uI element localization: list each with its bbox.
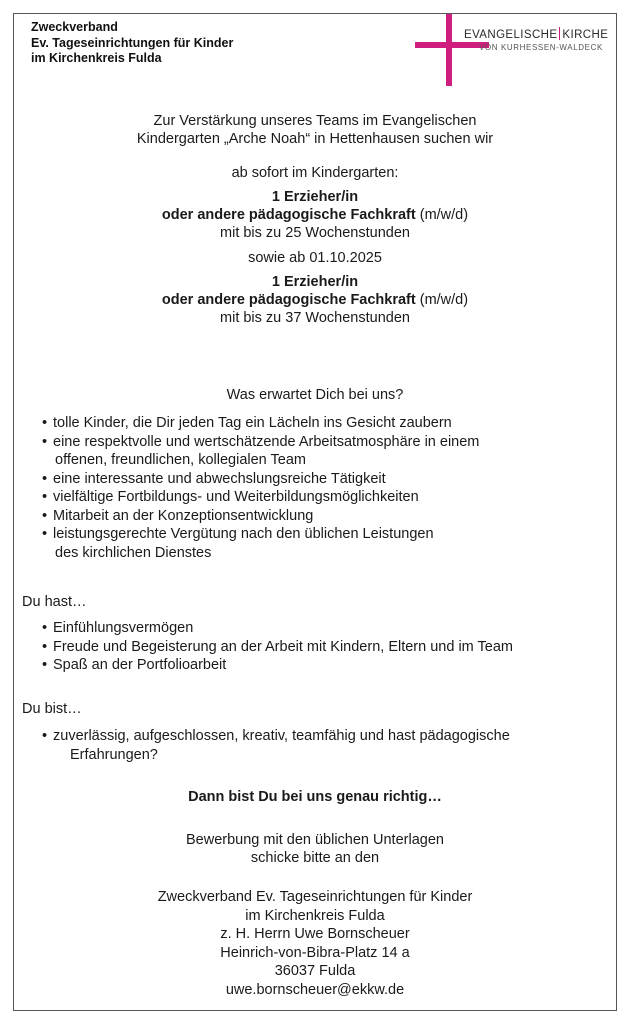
list-item: • Freude und Begeisterung an der Arbeit mit Kindern, Eltern und im Team (42, 638, 513, 657)
contact-address (13, 888, 617, 999)
list-item: • eine interessante und abwechslungsreiche Tätigkeit (42, 470, 479, 489)
have-list (42, 619, 513, 675)
second-start: sowie ab 01.10.2025 (248, 250, 382, 266)
are-heading: Du bist… (22, 701, 82, 717)
list-item: • vielfältige Fortbildungs- und Weiterbildungsmöglichkeiten (42, 488, 479, 507)
apply-line-2: schicke bitte an den (250, 850, 380, 866)
header-line-1: Zweckverband (31, 20, 118, 34)
address-line-4: Heinrich-von-Bibra-Platz 14 a (220, 944, 410, 961)
are-list (42, 727, 510, 764)
list-item: • Einfühlungsvermögen (42, 619, 513, 638)
logo-brand-left: EVANGELISCHE (464, 29, 558, 41)
list-item: • Spaß an der Portfolioarbeit (42, 656, 513, 675)
position-1-hours: mit bis zu 25 Wochenstunden (220, 225, 410, 241)
position-2-gender: (m/w/d) (419, 292, 469, 308)
address-line-3: z. H. Herrn Uwe Bornscheuer (220, 926, 410, 942)
position-1-alt: oder andere pädagogische Fachkraft (161, 207, 416, 223)
church-logo (415, 14, 615, 89)
list-item: • zuverlässig, aufgeschlossen, kreativ, teamfähig und hast pädagogische (42, 727, 510, 746)
intro-text (13, 112, 617, 148)
cross-icon (446, 14, 452, 86)
intro-line-1: Zur Verstärkung unseres Teams im Evangelischen (153, 113, 477, 129)
logo-brand-right: KIRCHE (562, 29, 609, 41)
intro-line-2: Kindergarten „Arche Noah“ in Hettenhausen suchen wir (136, 131, 494, 147)
list-item: • leistungsgerechte Vergütung nach den üblichen Leistungen (42, 525, 479, 544)
position-2 (13, 273, 617, 327)
apply-line-1: Bewerbung mit den üblichen Unterlagen (186, 832, 444, 848)
address-line-1: Zweckverband Ev. Tageseinrichtungen für Kinder (157, 889, 473, 905)
header-line-2: Ev. Tageseinrichtungen für Kinder (31, 35, 234, 50)
list-item: • Mitarbeit an der Konzeptionsentwicklung (42, 507, 479, 526)
offer-list (42, 414, 479, 562)
have-heading: Du hast… (22, 594, 87, 610)
list-item-continuation: Erfahrungen? (70, 746, 158, 763)
position-2-title: 1 Erzieher/in (271, 274, 359, 290)
address-line-5: 36037 Fulda (274, 963, 356, 979)
position-2-hours: mit bis zu 37 Wochenstunden (220, 310, 410, 326)
intro-line-3: ab sofort im Kindergarten: (231, 165, 399, 181)
logo-subtitle: VON KURHESSEN-WALDECK (479, 43, 603, 52)
position-1-title: 1 Erzieher/in (271, 189, 359, 205)
contact-email[interactable]: uwe.bornscheuer@ekkw.de (225, 981, 405, 998)
header-line-3: im Kirchenkreis Fulda (31, 51, 162, 65)
position-2-alt: oder andere pädagogische Fachkraft (161, 292, 416, 308)
list-item: • eine respektvolle und wertschätzende Arbeitsatmosphäre in einem (42, 433, 479, 452)
offer-heading: Was erwartet Dich bei uns? (226, 387, 404, 403)
logo-brand (464, 27, 608, 41)
list-item: • tolle Kinder, die Dir jeden Tag ein Lächeln ins Gesicht zaubern (42, 414, 479, 433)
apply-text (13, 831, 617, 867)
closing-line: Dann bist Du bei uns genau richtig… (188, 789, 442, 805)
organization-header (31, 20, 233, 67)
position-1 (13, 188, 617, 242)
list-item-continuation: offenen, freundlichen, kollegialen Team (55, 452, 306, 468)
position-1-gender: (m/w/d) (419, 207, 469, 223)
address-line-2: im Kirchenkreis Fulda (245, 907, 385, 924)
list-item-continuation: des kirchlichen Dienstes (55, 544, 212, 561)
